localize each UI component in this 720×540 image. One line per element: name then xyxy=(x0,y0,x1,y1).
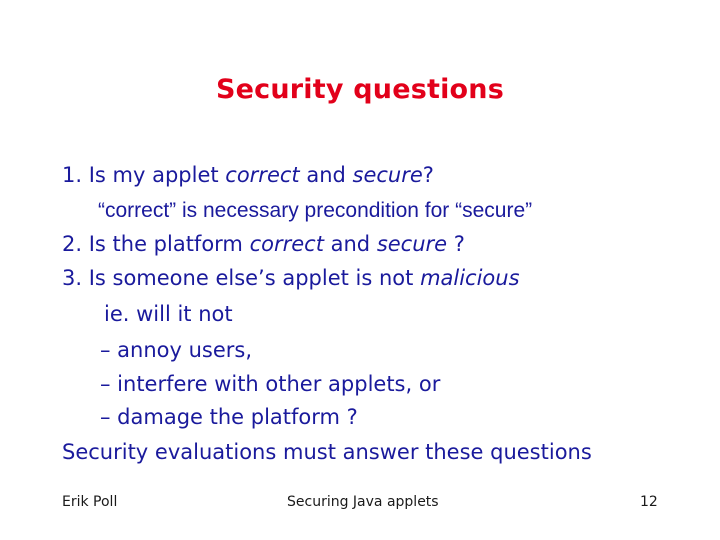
q3-prefix: 3. Is someone else’s applet is not xyxy=(62,266,421,290)
bullet-interfere: – interfere with other applets, or xyxy=(100,372,441,396)
precondition-note: “correct” is necessary precondition for “secure” xyxy=(98,199,533,222)
q2-mid: and xyxy=(323,232,377,256)
slide-title: Security questions xyxy=(216,74,504,105)
ie-line: ie. will it not xyxy=(104,302,233,326)
q2-suffix: ? xyxy=(447,232,465,256)
q2-secure: secure xyxy=(376,232,448,256)
bullet-annoy: – annoy users, xyxy=(100,338,253,362)
q1-suffix: ? xyxy=(422,163,434,187)
q1-secure: secure xyxy=(352,163,423,187)
footer-course: Securing Java applets xyxy=(287,494,439,510)
question-2 xyxy=(62,230,465,258)
bullet-damage: – damage the platform ? xyxy=(100,405,358,429)
question-1 xyxy=(62,161,434,189)
q1-prefix: 1. Is my applet xyxy=(62,163,226,187)
question-3 xyxy=(62,264,520,292)
q1-correct: correct xyxy=(225,163,300,187)
q1-mid: and xyxy=(299,163,353,187)
q2-prefix: 2. Is the platform xyxy=(62,232,250,256)
q3-malicious: malicious xyxy=(420,266,520,290)
q2-correct: correct xyxy=(249,232,324,256)
footer-author: Erik Poll xyxy=(62,494,118,510)
conclusion: Security evaluations must answer these questions xyxy=(62,440,592,464)
footer-page-number: 12 xyxy=(640,494,658,510)
